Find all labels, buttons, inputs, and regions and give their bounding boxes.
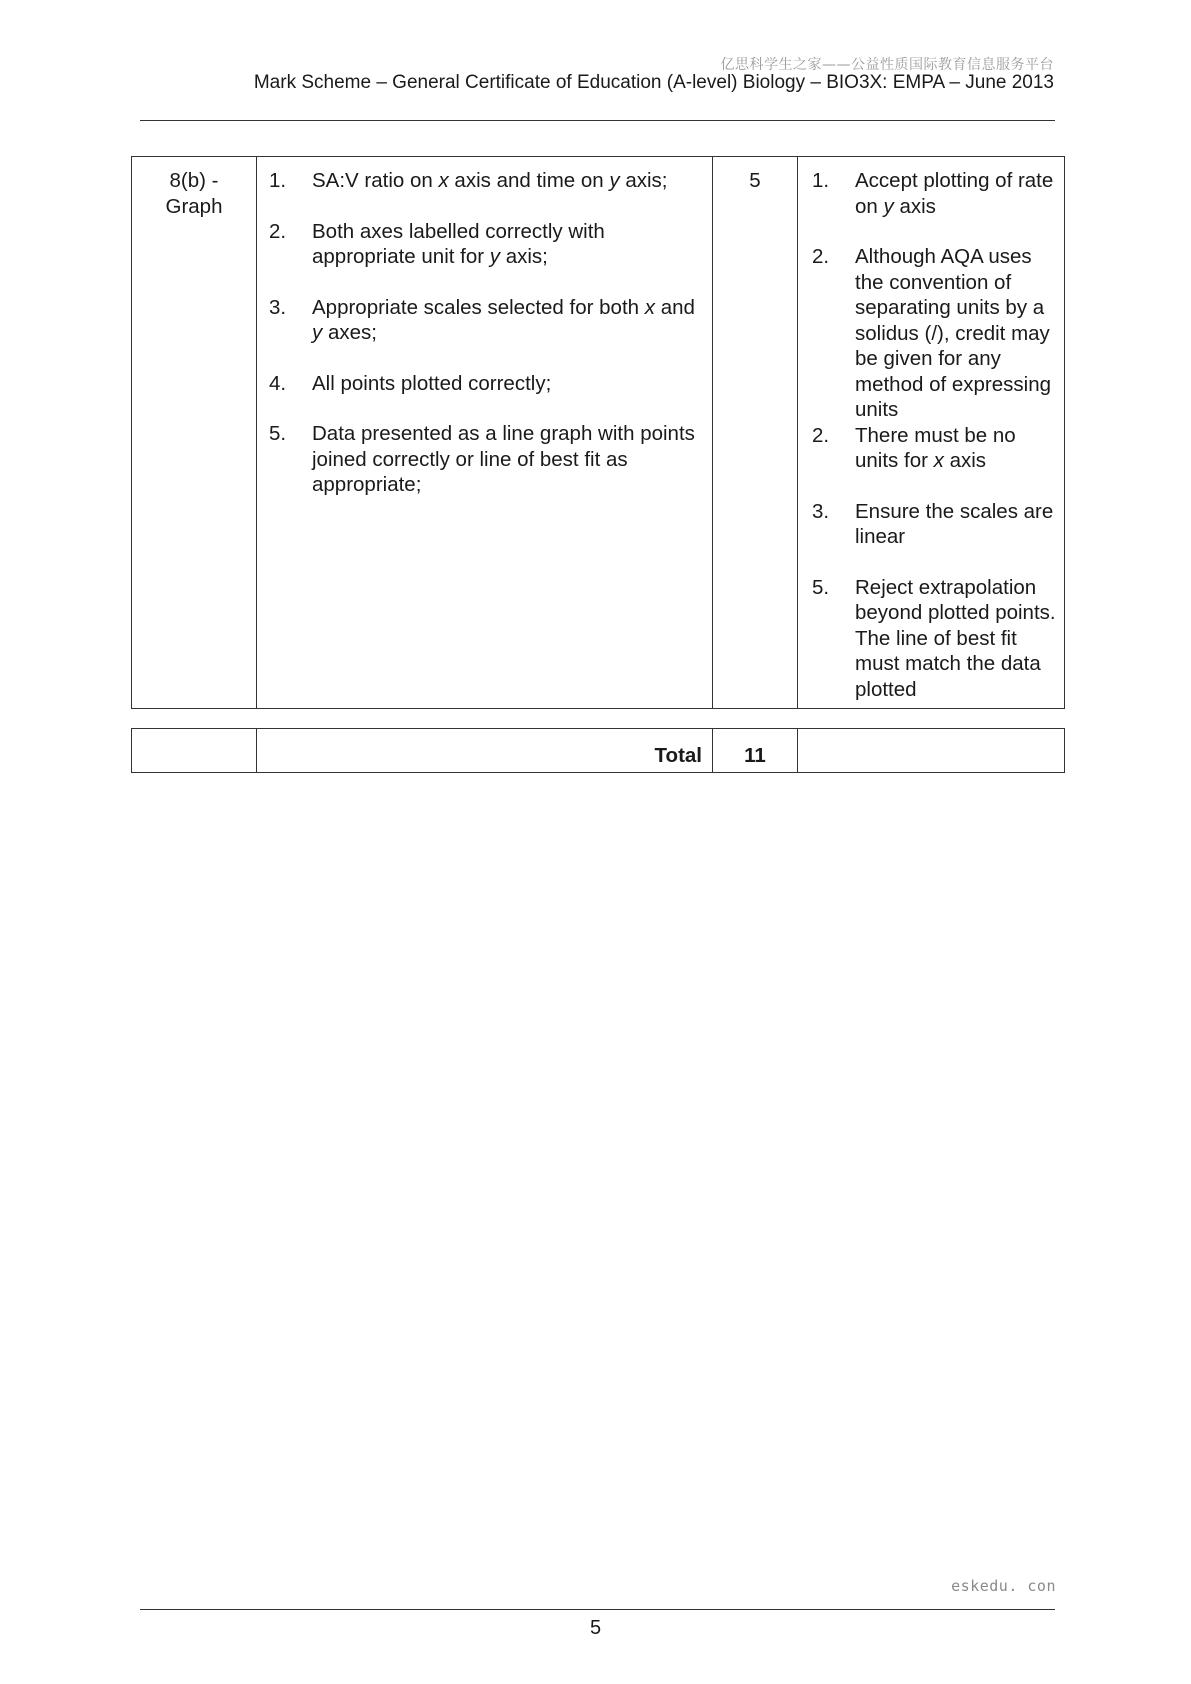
answer-item xyxy=(267,421,702,498)
mark-scheme-table xyxy=(131,156,1065,709)
guidance-cell xyxy=(798,157,1065,709)
answer-number: 2. xyxy=(269,219,287,243)
mark-cell xyxy=(713,157,798,709)
guidance-item xyxy=(810,423,1058,474)
footer-watermark: eskedu. con xyxy=(951,1577,1056,1595)
answers-cell xyxy=(257,157,713,709)
question-label: 8(b) - Graph xyxy=(165,169,223,218)
answer-text: All points plotted correctly; xyxy=(312,371,552,395)
guidance-number: 1. xyxy=(812,169,830,192)
guidance-number: 3. xyxy=(812,499,830,523)
total-label: Total xyxy=(257,729,713,773)
guidance-text: There must be no units for x axis xyxy=(855,423,1016,472)
guidance-text: Reject extrapolation beyond plotted points. The line of best fit must match the data plotted xyxy=(855,575,1056,701)
answer-number: 1. xyxy=(269,169,287,192)
answer-number: 5. xyxy=(269,422,287,445)
total-table xyxy=(131,728,1065,773)
question-cell xyxy=(132,157,257,709)
answer-item xyxy=(267,295,702,346)
guidance-item xyxy=(810,575,1058,703)
answer-text: SA:V ratio on x axis and time on y axis; xyxy=(312,169,668,192)
answer-text: Data presented as a line graph with points joined correctly or line of best fit as appropriate; xyxy=(312,422,695,496)
table-row xyxy=(132,157,1065,709)
answer-item xyxy=(267,371,702,397)
answer-text: Appropriate scales selected for both x and y axes; xyxy=(312,295,695,344)
document-header-title: Mark Scheme – General Certificate of Education (A-level) Biology – BIO3X: EMPA – June 2013 xyxy=(253,72,1054,93)
guidance-item xyxy=(810,168,1058,219)
guidance-number: 2. xyxy=(812,423,830,447)
answer-number: 3. xyxy=(269,295,287,319)
total-guidance-cell xyxy=(798,729,1065,773)
header-divider xyxy=(140,120,1055,121)
answer-text: Both axes labelled correctly with appropriate unit for y axis; xyxy=(312,219,605,268)
guidance-number: 5. xyxy=(812,575,830,599)
guidance-text: Ensure the scales are linear xyxy=(855,499,1054,548)
total-empty-cell xyxy=(132,729,257,773)
mark-value: 5 xyxy=(749,169,761,192)
answer-item xyxy=(267,168,702,194)
guidance-item xyxy=(810,244,1058,423)
guidance-text: Accept plotting of rate on y axis xyxy=(855,169,1054,218)
answer-number: 4. xyxy=(269,371,287,395)
guidance-number: 2. xyxy=(812,245,830,268)
page-number: 5 xyxy=(589,1617,602,1639)
header-watermark: 亿思科学生之家——公益性质国际教育信息服务平台 xyxy=(720,57,1054,73)
guidance-text: Although AQA uses the convention of separating units by a solidus (/), credit may be given for any method of expressing units xyxy=(855,245,1052,421)
guidance-item xyxy=(810,499,1058,550)
answer-item xyxy=(267,219,702,270)
footer-divider xyxy=(140,1609,1055,1610)
total-row xyxy=(132,729,1065,773)
total-value: 11 xyxy=(713,729,798,773)
